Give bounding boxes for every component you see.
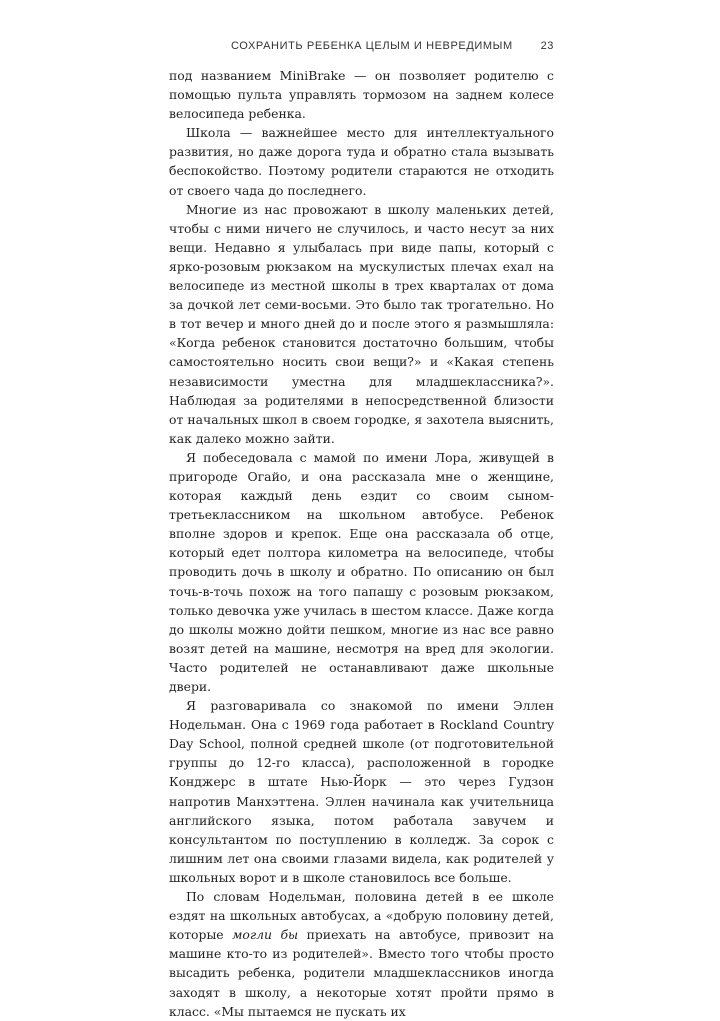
running-head (169, 40, 554, 56)
paragraph-6-end: приехать на автобусе, привозит на машине кто-то из родителей». Вместо того чтобы просто высадить ребенка, родители младшеклассников иногда заходят в школу, а некоторые хотят пройти прямо в класс. «Мы пытаемся не пускать их (169, 927, 554, 1019)
paragraph-6 (169, 887, 554, 1021)
paragraph-4: Я побеседовала с мамой по имени Лора, живущей в пригороде Огайо, и она рассказала мне о женщине, которая каждый день ездит со своим сыном-третьеклассником на школьном автобусе. Ребенок вполне здоров и крепок. Еще она рассказала об отце, который едет полтора километра на велосипеде, чтобы проводить дочь в школу и обратно. По описанию он был точь-в-точь похож на того папашу с розовым рюкзаком, только девочка уже училась в шестом классе. Даже когда до школы можно дойти пешком, многие из нас все равно возят детей на машине, несмотря на вред для экологии. Часто родителей не останавливают даже школьные двери. (169, 449, 554, 694)
paragraph-6-start: По словам Нодельман, половина детей в ее школе ездят на школьных автобусах, а «добрую половину детей, которые (169, 889, 554, 943)
paragraph-3: Многие из нас провожают в школу маленьких детей, чтобы с ними ничего не случилось, и часто несут за них вещи. Недавно я улыбалась при виде папы, который с ярко-розовым рюкзаком на мускулистых плечах ехал на велосипеде из местной школы в трех кварталах от дома за дочкой лет семи-восьми. Это было так трогательно. Но в тот вечер и много дней до и после этого я размышляла: «Когда ребенок становится достаточно большим, чтобы самостоятельно носить свои вещи?» и «Какая степень независимости уместна для младшеклассника?». Наблюдая за родителями в непосредственной близости от начальных школ в своем городке, я захотела выяснить, как далеко можно зайти. (169, 201, 554, 446)
paragraph-2: Школа — важнейшее место для интеллектуального развития, но даже дорога туда и обратно стала вызывать беспокойство. Поэтому родители стараются не отходить от своего чада до последнего. (169, 125, 554, 198)
paragraph-1: под названием MiniBrake — он позволяет родителю с помощью пульта управлять тормозом на заднем колесе велосипеда ребенка. (169, 68, 554, 122)
body-text (169, 66, 554, 1021)
page-number: 23 (540, 40, 554, 52)
paragraph-5: Я разговаривала со знакомой по имени Эллен Нодельман. Она с 1969 года работает в Rockland Country Day School, полной средней школе (от подготовительной группы до 12-го класса), расположенной в городке Конджерс в штате Нью-Йорк — это через Гудзон напротив Манхэттена. Эллен начинала как учительница английского языка, потом работала завучем и консультантом по поступлению в колледж. За сорок с лишним лет она своими глазами видела, как родителей у школьных ворот и в школе становилось все больше. (169, 698, 554, 885)
running-title: СОХРАНИТЬ РЕБЕНКА ЦЕЛЫМ И НЕВРЕДИМЫМ (231, 40, 513, 52)
paragraph-6-emphasis: могли бы (232, 927, 299, 943)
